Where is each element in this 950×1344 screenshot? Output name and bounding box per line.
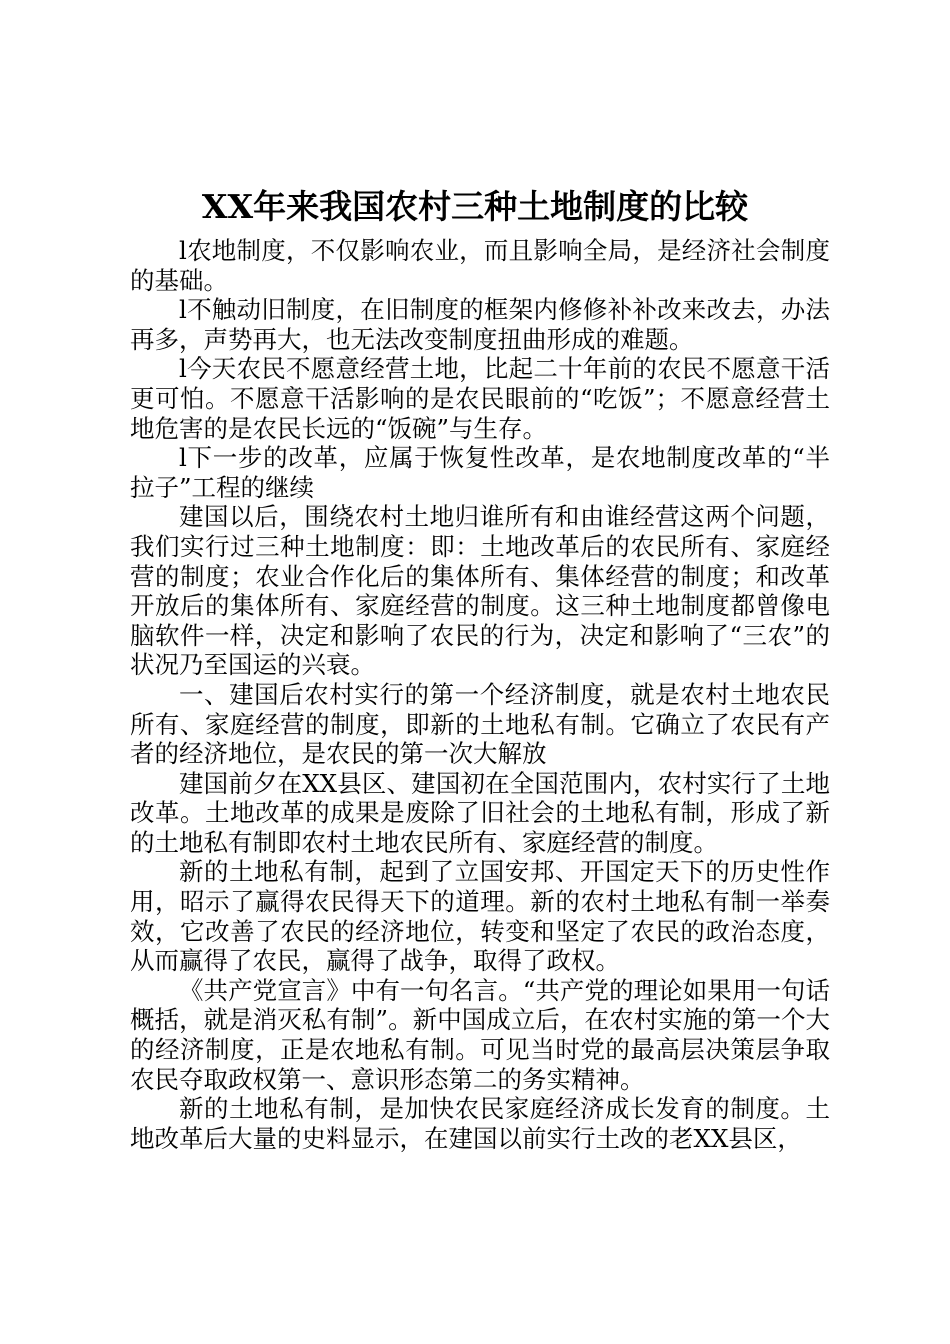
paragraph: 新的土地私有制，起到了立国安邦、开国定天下的历史性作用，昭示了赢得农民得天下的道理。新的农村土地私有制一举奏效，它改善了农民的经济地位，转变和坚定了农民的政治态度，从而赢得了农民，赢得了战争，取得了政权。 <box>130 857 830 976</box>
paragraph: 一、建国后农村实行的第一个经济制度，就是农村土地农民所有、家庭经营的制度，即新的土地私有制。它确立了农民有产者的经济地位，是农民的第一次大解放 <box>130 679 830 769</box>
paragraph: 新的土地私有制，是加快农民家庭经济成长发育的制度。土地改革后大量的史料显示，在建国以前实行土改的老XX县区， <box>130 1094 830 1153</box>
paragraph: l今天农民不愿意经营土地，比起二十年前的农民不愿意干活更可怕。不愿意干活影响的是农民眼前的“吃饭”；不愿意经营土地危害的是农民长远的“饭碗”与生存。 <box>130 354 830 443</box>
paragraph: 《共产党宣言》中有一句名言。“共产党的理论如果用一句话概括，就是消灭私有制”。新中国成立后，在农村实施的第一个大的经济制度，正是农地私有制。可见当时党的最高层决策层争取农民夺取政权第一、意识形态第二的务实精神。 <box>130 975 830 1094</box>
paragraph: l农地制度，不仅影响农业，而且影响全局，是经济社会制度的基础。 <box>130 236 830 295</box>
paragraph: 建国以后，围绕农村土地归谁所有和由谁经营这两个问题，我们实行过三种土地制度：即：土地改革后的农民所有、家庭经营的制度；农业合作化后的集体所有、集体经营的制度；和改革开放后的集体所有、家庭经营的制度。这三种土地制度都曾像电脑软件一样，决定和影响了农民的行为，决定和影响了“三农”的状况乃至国运的兴衰。 <box>130 502 830 680</box>
paragraph: l不触动旧制度，在旧制度的框架内修修补补改来改去，办法再多，声势再大，也无法改变制度扭曲形成的难题。 <box>130 295 830 354</box>
paragraph: l下一步的改革，应属于恢复性改革，是农地制度改革的“半拉子”工程的继续 <box>130 443 830 502</box>
paragraph: 建国前夕在XX县区、建国初在全国范围内，农村实行了土地改革。土地改革的成果是废除了旧社会的土地私有制，形成了新的土地私有制即农村土地农民所有、家庭经营的制度。 <box>130 768 830 857</box>
document-title: XX年来我国农村三种土地制度的比较 <box>201 187 749 226</box>
document-body <box>130 236 830 1153</box>
